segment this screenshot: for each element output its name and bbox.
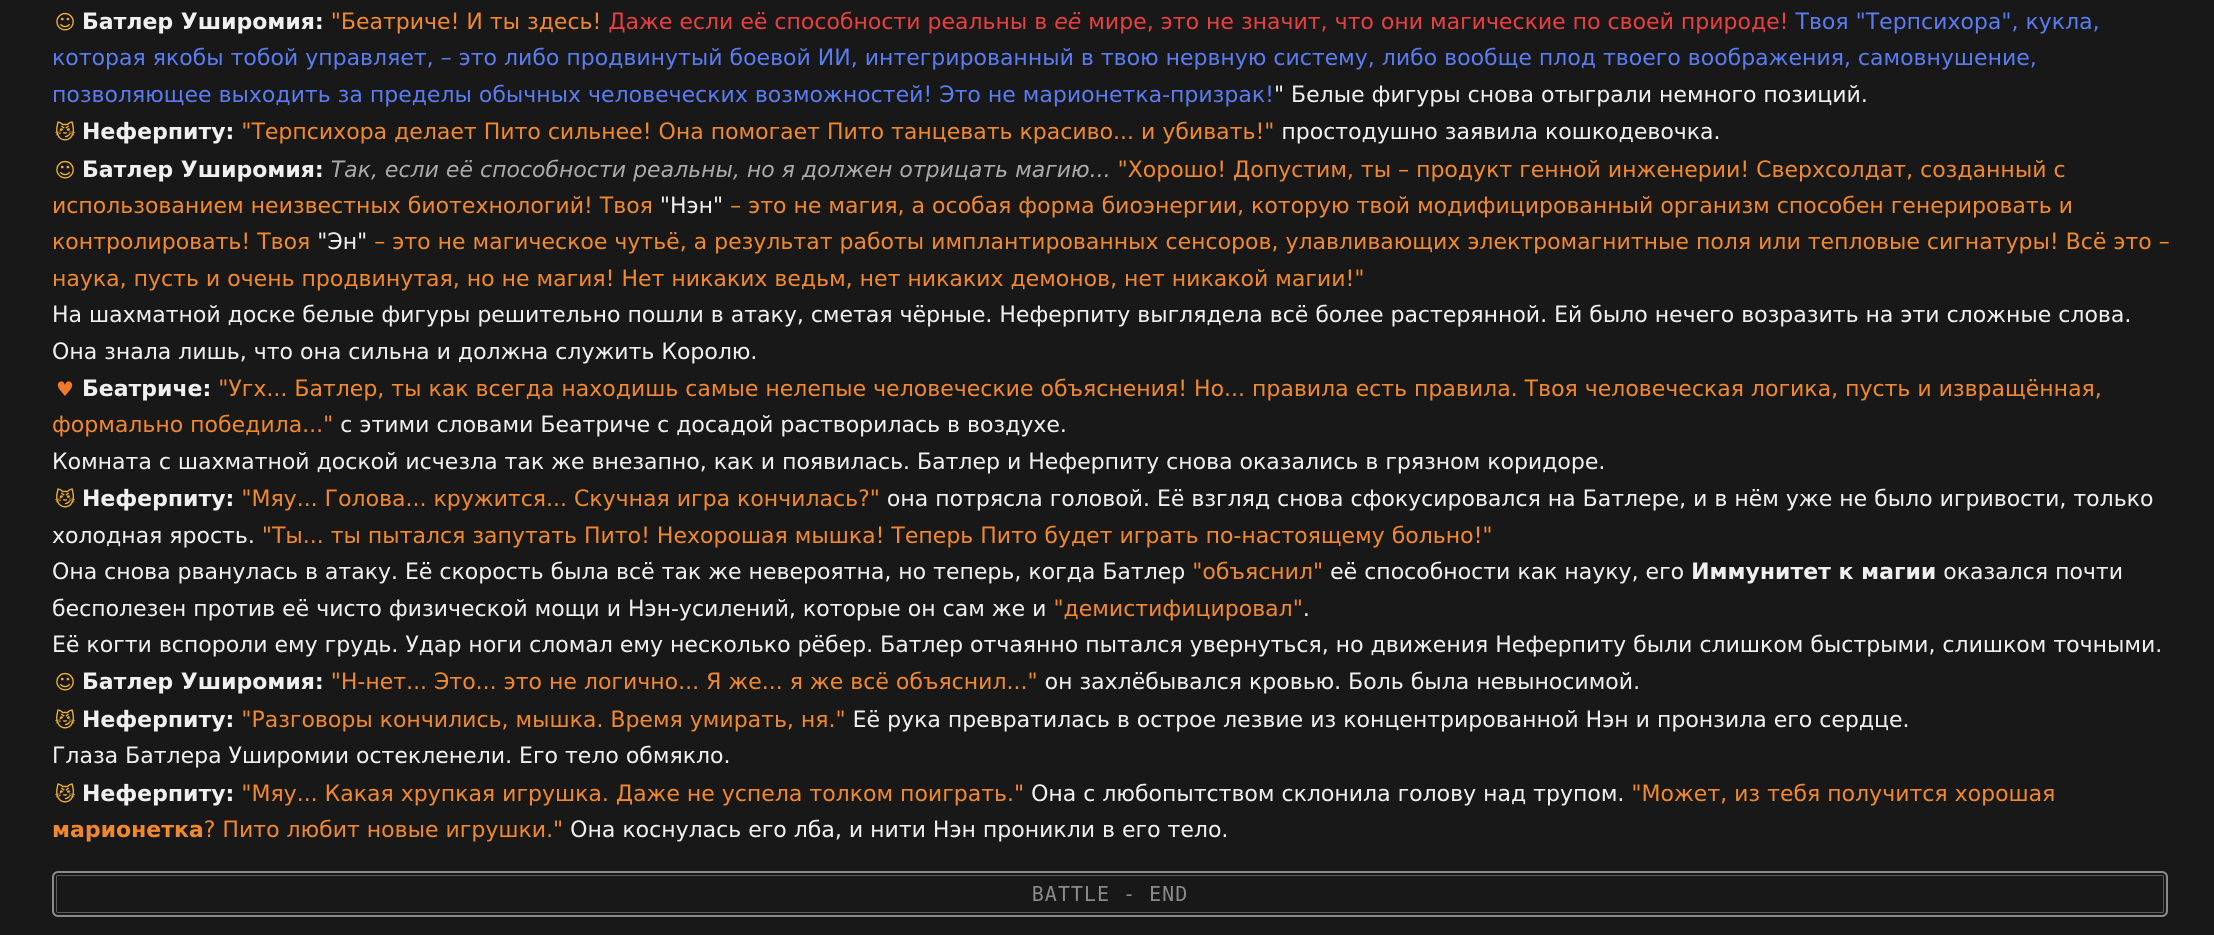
cat-face-icon: 😼 [54,120,76,145]
story-paragraph [52,114,2174,151]
story-paragraph [52,776,2174,850]
speaker-name: Батлер Уширомия: [82,670,324,696]
story-text [324,10,331,35]
battle-end-label: BATTLE - END [1031,882,1189,906]
cat-face-icon: 😼 [54,487,76,512]
story-text: марионетка [52,817,204,843]
story-text: . [1302,596,1310,622]
story-paragraph [52,152,2174,299]
story-text: – это не магия, а особая форма биоэнергии, которую твой модифицированный организм способен генерировать и контролировать! Твоя [52,194,2073,256]
story-text: Она снова рванулась в атаку. Её скорость была всё так же невероятна, но теперь, когда Батлер [52,560,1193,586]
story-paragraph [52,481,2174,555]
story-text: Даже если её способности реальны в [608,10,1055,35]
story-text: "Мяу... Какая хрупкая игрушка. Даже не успела толком поиграть." [241,781,1025,807]
story-text: "Угх... Батлер, ты как всегда находишь самые нелепые человеческие объяснения! Но... правила есть правила. Твоя человеческая логика, пусть и извращённая, формально победила..." [52,377,2102,439]
story-text: "демистифицировал" [1053,596,1303,622]
story-text: На шахматной доске белые фигуры решительно пошли в атаку, сметая чёрные. Неферпиту выглядела всё более растерянной. Ей было нечего возразить на эти сложные слова. Она знала лишь, что она сильна и должна служить Королю. [52,303,2132,365]
story-text: "Н-нет... Это... это не логично... Я же... я же всё объяснил..." [330,670,1038,696]
story-text: её [1054,10,1082,35]
butler-face-icon: ☺ [54,670,76,695]
story-text: Её когти вспороли ему грудь. Удар ноги сломал ему несколько рёбер. Батлер отчаянно пытался увернуться, но движения Неферпиту были слишком быстрыми, слишком точными. [52,632,2163,658]
story-paragraph [52,739,2174,775]
story-text: "Разговоры кончились, мышка. Время умирать, ня." [241,707,846,733]
story-text: Иммунитет к магии [1691,560,1937,586]
story-text: мире, это не значит, что они магические по своей природе! [1081,10,1789,35]
story-text: " Белые фигуры снова отыграли немного позиций. [1273,82,1868,108]
story-text: "объяснил" [1192,560,1324,586]
story-text: Она коснулась его лба, и нити Нэн проникли в его тело. [563,817,1229,843]
story-text: "Терпсихора делает Пито сильнее! Она помогает Пито танцевать красиво... и убивать!" [241,120,1275,146]
story-text: – это не магическое чутьё, а результат работы имплантированных сенсоров, улавливающих электромагнитные поля или тепловые сигнатуры! Всё это – наука, пусть и очень продвинутая, но не магия! Нет никаких ведьм, нет никаких демонов, нет никакой магии!" [52,230,2170,292]
cat-face-icon: 😼 [54,707,76,732]
cat-face-icon: 😼 [54,781,76,806]
story-text: ? Пито любит новые игрушки." [203,817,564,843]
story-text: с этими словами Беатриче с досадой растворилась в воздухе. [333,413,1067,439]
speaker-name: Неферпиту: [82,707,235,733]
story-text: простодушно заявила кошкодевочка. [1274,120,1721,146]
story-text: "Нэн" [659,194,724,220]
story-text: "Эн" [317,230,368,256]
story-text: оказался почти бесполезен против её чисто физической мощи и Нэн-усилений, которые он сам же и [52,560,2124,622]
story-text: "Может, из тебя получится хорошая [1631,781,2056,807]
story-text: "Беатриче! И ты здесь! [330,10,602,35]
story-paragraph [52,371,2174,445]
speaker-name: Неферпиту: [82,487,235,513]
story-paragraph [52,664,2174,701]
speaker-name: Неферпиту: [82,120,235,146]
story-text: Твоя "Терпсихора", кукла, которая якобы тобой управляет, – это либо продвинутый боевой ИИ, интегрированный в твою нервную систему, либо вообще плод твоего воображения, самовнушение, позволяющее выходить за пределы обычных человеческих возможностей! Это не марионетка-призрак! [52,10,2100,108]
story-text: её способности как науку, его [1323,560,1692,586]
butler-face-icon: ☺ [54,10,76,34]
heart-icon: ♥ [56,377,74,402]
story-paragraph [52,298,2174,371]
story-text: Так, если её способности реальны, но я должен отрицать магию... [330,157,1111,183]
story-text: она потрясла головой. Её взгляд снова сфокусировался на Батлере, и в нём уже не было игривости, только холодная ярость. [52,487,2154,549]
speaker-name: Неферпиту: [82,781,235,807]
story-text [324,670,331,695]
butler-face-icon: ☺ [54,157,76,182]
story-text [1111,158,1118,183]
story-paragraph [52,4,2174,114]
battle-end-button[interactable] [52,871,2168,917]
story-text: Её рука превратилась в острое лезвие из концентрированной Нэн и пронзила его сердце. [845,707,1910,733]
story-text: Глаза Батлера Уширомии остекленели. Его тело обмякло. [52,744,731,770]
story-paragraph [52,445,2174,481]
story-text [324,158,331,183]
speaker-name: Батлер Уширомия: [82,10,324,35]
story-paragraph [52,702,2174,739]
story-paragraph [52,555,2174,628]
story-text: "Мяу... Голова... кружится... Скучная игра кончилась?" [241,487,880,513]
story-text: "Ты... ты пытался запутать Пито! Нехорошая мышка! Теперь Пито будет играть по-настоящему больно!" [261,523,1493,549]
story-text: Комната с шахматной доской исчезла так же внезапно, как и появилась. Батлер и Неферпиту снова оказались в грязном коридоре. [52,449,1606,475]
story-text: Она с любопытством склонила голову над трупом. [1024,781,1632,807]
speaker-name: Беатриче: [82,377,212,403]
story-text: он захлёбывался кровью. Боль была невыносимой. [1037,670,1641,696]
speaker-name: Батлер Уширомия: [82,157,324,183]
story-text [1789,10,1796,35]
story-text: "Хорошо! Допустим, ты – продукт генной инженерии! Сверхсолдат, созданный с использованием неизвестных биотехнологий! Твоя [52,157,2066,220]
story-paragraph [52,628,2174,664]
